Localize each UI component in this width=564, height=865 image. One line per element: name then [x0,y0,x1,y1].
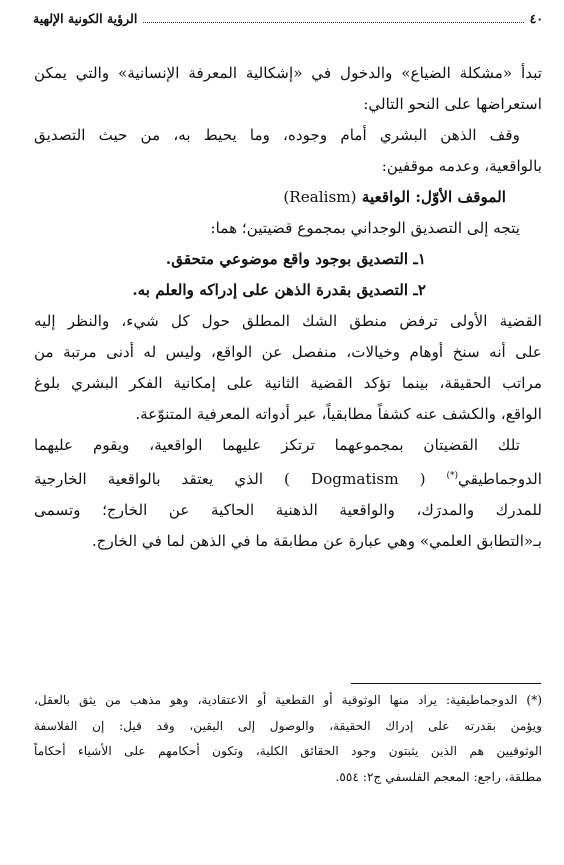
list-item: ١ـ التصديق بوجود واقع موضوعي متحقق. [165,250,426,268]
text-line: الواقع، والكشف عنه كشفاً مطابقياً، عبر أدواته المعرفية المتنوّعة. [135,405,542,423]
text-line: تلك القضيتان بمجموعهما ترتكز عليهما الواقعية، ويقوم عليهما [34,436,520,454]
text-line: بـ«التطابق العلمي» وهي عبارة عن مطابقة ما في الذهن لما في الخارج. [91,532,542,551]
text-line: على أنه سنخ أوهام وخيالات، منفصل عن الواقع، وليس له أدنى مرتبة من [34,343,542,361]
text-line: بالواقعية، وعدمه موقفين: [381,157,542,175]
footnote-line: ويؤمن بقدرته على إدراك الحقيقة، والوصول إلى اليقين، وقد قيل: إن الفلاسفة [34,718,542,733]
footnote-line: مطلقة، راجع: المعجم الفلسفي ج٢: ٥٥٤. [335,769,542,784]
section-heading-text: الموقف الأوّل: الواقعية [361,188,506,206]
section-heading-latin: (Realism) [283,188,357,206]
text-line: مراتب الحقيقة، بينما تؤكد القضية الثانية على إمكانية الفكر البشري بلوغ [34,374,542,392]
footnote-separator [351,683,541,684]
running-title: الرؤية الكونية الإلهية [33,10,138,26]
page-number: ٤٠ [529,10,543,26]
text-fragment: الذي يعتقد بالواقعية الخارجية [34,470,264,489]
term-dogmatic: الدوجماطيقي [458,470,542,489]
text-line: وقف الذهن البشري أمام وجوده، وما يحيط به، من حيث التصديق [34,126,520,144]
text-line: تبدأ «مشكلة الضياع» والدخول في «إشكالية المعرفة الإنسانية» والتي يمكن [34,64,542,82]
term-latin: ( Dogmatism ) [284,470,426,489]
header-dotted-leader [143,22,523,23]
text-line: استعراضها على النحو التالي: [363,95,542,113]
text-line [34,461,542,495]
footnote-line: الوثوقيين هم الذين يثبتون وجود الحقائق الكلية، وتكون أحكامهم على الأشياء أحكاماً [34,744,542,758]
page-header [33,8,543,28]
footnote [34,688,542,790]
footnote-marker: (*) [446,471,459,481]
section-heading [34,182,542,213]
text-line: يتجه إلى التصديق الوجداني بمجموع قضيتين؛ هما: [210,219,520,237]
text-line: للمدرك والمدرَك، والواقعية الذهنية الحاكية عن الخارج؛ وتسمى [34,501,542,520]
main-text [34,58,542,557]
text-line: القضية الأولى ترفض منطق الشك المطلق حول كل شيء، والنظر إليه [34,312,542,330]
list-item: ٢ـ التصديق بقدرة الذهن على إدراكه والعلم به. [132,281,426,299]
footnote-line: (*) الدوجماطيقية: يراد منها الوثوقية أو القطعية أو الاعتقادية، وهو مذهب من يثق بالعقل، [34,693,542,707]
